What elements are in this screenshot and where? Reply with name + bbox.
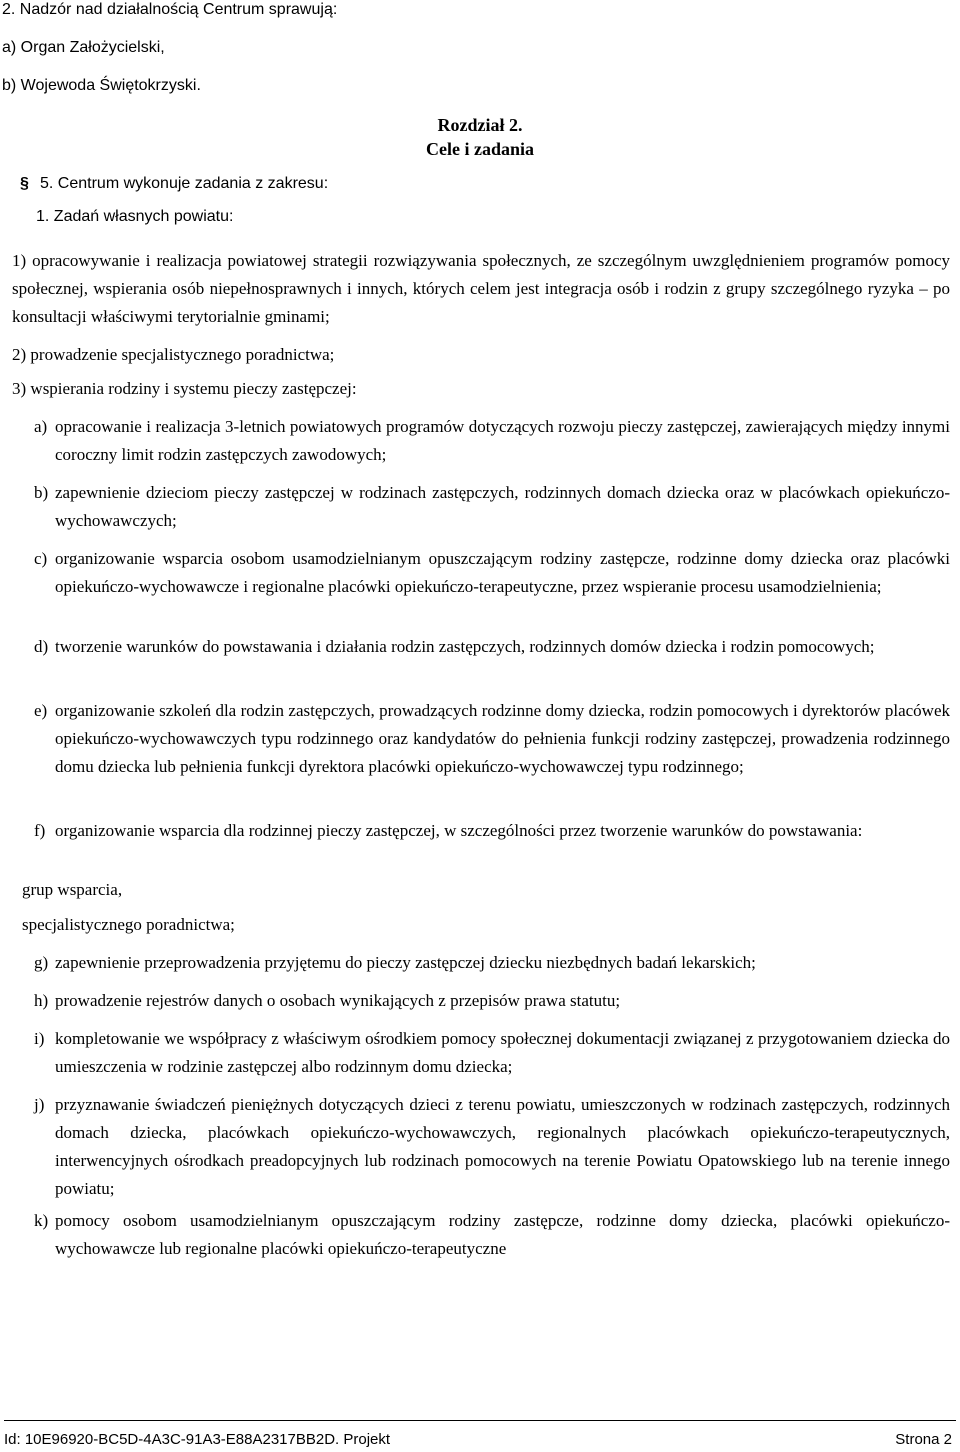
- list-item-g: [34, 949, 950, 977]
- list-item-text: zapewnienie przeprowadzenia przyjętemu do pieczy zastępczej dziecku niezbędnych badań lekarskich;: [55, 953, 756, 972]
- chapter-subtitle: Cele i zadania: [426, 139, 534, 159]
- list-item-text: organizowanie szkoleń dla rodzin zastępczych, prowadzących rodzinne domy dziecka, rodzin pomocowych i dyrektorów placówek opiekuńczo-wychowawczych typu rodzinnego oraz kandydatów do pełnienia funkcji rodziny zastępczej, prowadzenia rodzinnego domu dziecka lub pełnienia funkcji dyrektora placówki opiekuńczo-wychowawczej typu rodzinnego;: [55, 701, 950, 776]
- footer-divider: [4, 1420, 956, 1421]
- list-item-text: organizowanie wsparcia osobom usamodzielnianym opuszczającym rodziny zastępcze, rodzinne domy dziecka oraz placówki opiekuńczo-wychowawcze i regionalne placówki opiekuńczo-terapeutyczne, przez wspieranie procesu usamodzielnienia;: [55, 549, 950, 596]
- list-item-k: [34, 1207, 950, 1263]
- section-marker: §: [20, 175, 29, 192]
- list-item-text: prowadzenie rejestrów danych o osobach wynikających z przepisów prawa statutu;: [55, 991, 621, 1010]
- list-item-text: kompletowanie we współpracy z właściwym ośrodkiem pomocy społecznej dokumentacji związanej z przygotowaniem dziecka do umieszczenia w rodzinie zastępczej albo rodzinnym domu dziecka;: [55, 1029, 950, 1076]
- list-item-b: [34, 479, 950, 535]
- list-item-text: opracowanie i realizacja 3-letnich powiatowych programów dotyczących rozwoju pieczy zastępczej, zawierających między innymi coroczny limit rodzin zastępczych zawodowych;: [55, 417, 950, 464]
- list-item-text: przyznawanie świadczeń pieniężnych dotyczących dzieci z terenu powiatu, umieszczonych w rodzinach zastępczych, rodzinnych domach dziecka, placówkach opiekuńczo-wychowawczych, regionalnych placówkach opiekuńczo-terapeutycznych, interwencyjnych ośrodkach preadopcyjnych lub rodzinach pomocowych na terenie Powiatu Opatowskiego lub na terenie innego powiatu;: [55, 1095, 950, 1198]
- task-1: [12, 247, 950, 331]
- list-item-label: g): [34, 953, 49, 972]
- list-item-text: tworzenie warunków do powstawania i działania rodzin zastępczych, rodzinnych domów dziecka i rodzin pomocowych;: [55, 637, 875, 656]
- list-item-label: j): [34, 1095, 45, 1114]
- footer-page-number: Strona 2: [895, 1431, 952, 1448]
- list-item-label: c): [34, 549, 48, 568]
- support-groups-line: grup wsparcia,: [22, 880, 123, 899]
- list-item-i: [34, 1025, 950, 1081]
- section-5-sub1: 1. Zadań własnych powiatu:: [36, 208, 234, 225]
- task-1-text: 1) opracowywanie i realizacja powiatowej strategii rozwiązywania społecznych, ze szczególnym uwzględnieniem programów pomocy społecznej, wspierania osób niepełnosprawnych i innych, których celem jest integracja osób i rodzin z grupy szczególnego ryzyka – po konsultacji właściwymi terytorialnie gminami;: [12, 251, 950, 326]
- list-item-j: [34, 1091, 950, 1203]
- list-item-text: organizowanie wsparcia dla rodzinnej pieczy zastępczej, w szczególności przez tworzenie warunków do powstawania:: [55, 821, 863, 840]
- list-item-a: [34, 413, 950, 469]
- specialist-counseling-line: specjalistycznego poradnictwa;: [22, 915, 235, 934]
- task-3: 3) wspierania rodziny i systemu pieczy zastępczej:: [12, 379, 357, 398]
- footer-document-id: Id: 10E96920-BC5D-4A3C-91A3-E88A2317BB2D. Projekt: [4, 1431, 391, 1448]
- task-2: 2) prowadzenie specjalistycznego poradnictwa;: [12, 345, 335, 364]
- list-item-c: [34, 545, 950, 601]
- supervision-item-b: b) Wojewoda Świętokrzyski.: [2, 77, 201, 94]
- section-5-text: 5. Centrum wykonuje zadania z zakresu:: [40, 175, 329, 192]
- list-item-label: k): [34, 1211, 49, 1230]
- list-item-e: [34, 697, 950, 781]
- chapter-title: Rozdział 2.: [437, 115, 523, 135]
- list-item-label: b): [34, 483, 49, 502]
- list-item-label: i): [34, 1029, 45, 1048]
- list-item-label: h): [34, 991, 49, 1010]
- list-item-label: d): [34, 637, 49, 656]
- list-item-d: [34, 633, 950, 661]
- supervision-heading: 2. Nadzór nad działalnością Centrum sprawują:: [2, 1, 338, 18]
- list-item-h: [34, 987, 950, 1015]
- supervision-item-a: a) Organ Założycielski,: [2, 39, 165, 56]
- list-item-text: zapewnienie dzieciom pieczy zastępczej w rodzinach zastępczych, rodzinnych domach dziecka oraz w placówkach opiekuńczo-wychowawczych;: [55, 483, 950, 530]
- list-item-label: e): [34, 701, 48, 720]
- list-item-label: f): [34, 821, 46, 840]
- list-item-label: a): [34, 417, 48, 436]
- list-item-text: pomocy osobom usamodzielnianym opuszczającym rodziny zastępcze, rodzinne domy dziecka, placówki opiekuńczo-wychowawcze lub regionalne placówki opiekuńczo-terapeutyczne: [55, 1211, 950, 1258]
- list-item-f: [34, 817, 950, 845]
